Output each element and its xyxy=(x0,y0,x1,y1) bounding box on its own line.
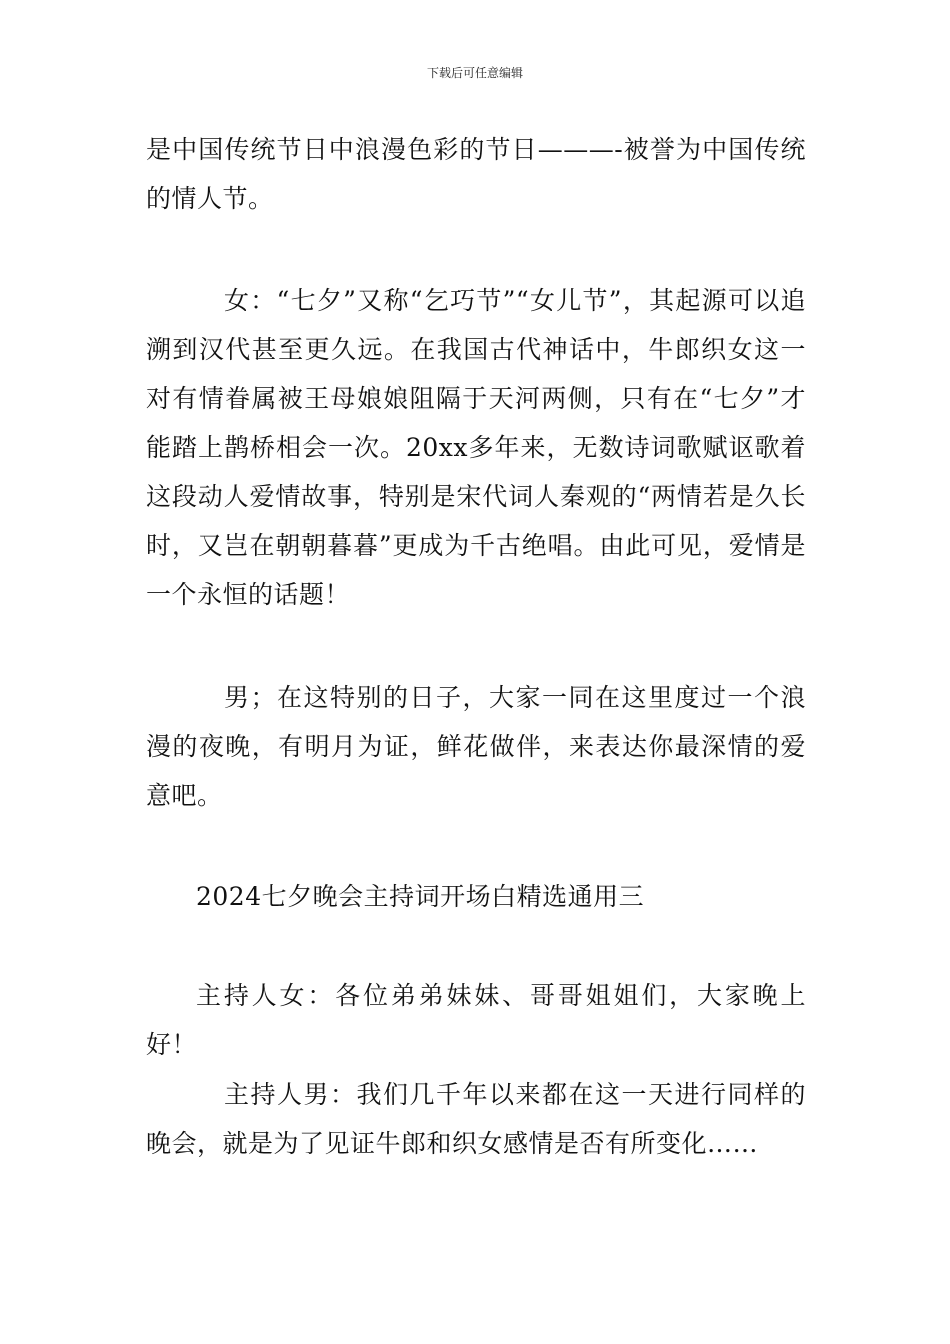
paragraph-female-host-greeting: 主持人女：各位弟弟妹妹、哥哥姐姐们，大家晚上好！ xyxy=(146,981,806,1059)
section-heading: 2024七夕晚会主持词开场白精选通用三 xyxy=(196,882,645,911)
paragraph-male-host-evening: 男；在这特别的日子，大家一同在这里度过一个浪漫的夜晚，有明月为证，鲜花做伴，来表达你最深情的爱意吧。 xyxy=(146,683,806,810)
page-header: 下载后可任意编辑 xyxy=(426,66,523,80)
paragraph-festival-intro: 是中国传统节日中浪漫色彩的节日———-被誉为中国传统的情人节。 xyxy=(146,135,806,213)
paragraph-female-host-origin: 女：“七夕”又称“乞巧节”“女儿节”，其起源可以追溯到汉代甚至更久远。在我国古代神话中，牛郎织女这一对有情眷属被王母娘娘阻隔于天河两侧，只有在“七夕”才能踏上鹊桥相会一次。20xx多年来，无数诗词歌赋讴歌着这段动人爱情故事，特别是宋代词人秦观的“两情若是久长时，又岂在朝朝暮暮”更成为千古绝唱。由此可见，爱情是一个永恒的话题！ xyxy=(146,286,806,609)
paragraph-male-host-tradition: 主持人男：我们几千年以来都在这一天进行同样的晚会，就是为了见证牛郎和织女感情是否有所变化…… xyxy=(146,1080,806,1158)
